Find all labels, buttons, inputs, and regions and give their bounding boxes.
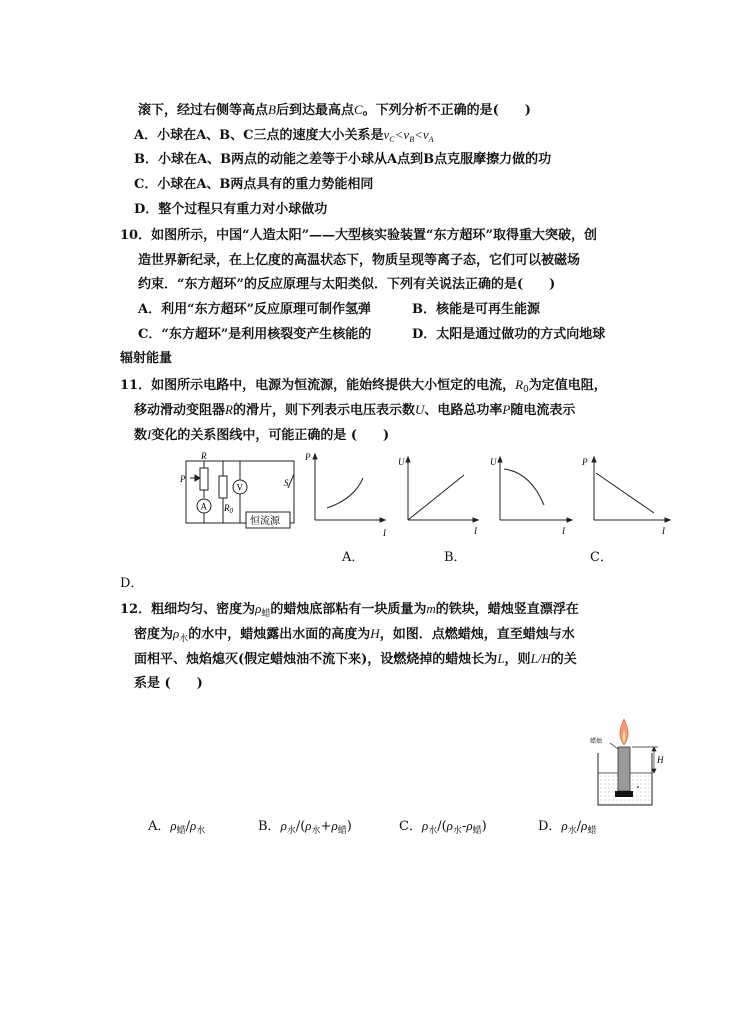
graph2-y-label: U [398,457,405,467]
q12-option-b-label: B． [258,819,281,834]
circuit-ammeter-label: A [200,501,207,512]
q10-option-a: A．利用“东方超环”反应原理可制作氢弹 [138,302,372,317]
q9-option-a [134,126,434,149]
q11-u: U [414,402,425,417]
q12-c-rho3: ρ [466,818,473,833]
q12-option-c-label: C． [399,819,422,834]
graph4-y-label: P [582,457,588,467]
q12-d-rho2: ρ [581,818,588,833]
q12-option-c: C．$\rho_水/(\rho_水-\rho_蜡)$ [399,818,487,836]
q11-p: P [502,402,511,417]
graph2-x-label: I [474,526,477,536]
q12-m: m [426,601,436,616]
q12-line1-c: 的铁块，蜡烛竖直漂浮在 [435,602,579,617]
q12-a-rho2: ρ [190,818,197,833]
graph3-y-label: U [490,457,497,467]
q12-line2 [134,625,575,648]
q12-rho: ρ [255,601,262,616]
q12-option-d: D．$\rho_水/\rho_蜡$ [538,818,597,836]
q11-option-a: A． [342,550,365,565]
q9-option-d: D．整个过程只有重力对小球做功 [134,202,328,217]
q11-line2-c: 、电路总功率 [424,403,503,418]
q12-line3-b: ，则 [504,652,531,667]
graph1-y-label: P [305,452,311,462]
q12-line3-c: 的关 [550,652,577,667]
q12-rho-sub-shui: 水 [179,634,189,644]
q10-option-b: B．核能是可再生能源 [412,302,540,317]
q12-l: L [497,651,505,666]
q12-rho-sub-la: 蜡 [261,609,271,619]
q12-c-shui1: 水 [428,826,438,836]
q11-r: R [225,402,233,417]
q11-line3-b: 变化的关系图线中，可能正确的是 ( ) [151,428,390,443]
q12-a-shui: 水 [196,826,206,836]
q12-c-rho1: ρ [421,818,429,833]
q9-option-a-text: A．小球在A、B、C三点的速度大小关系是 [134,128,384,143]
q11-line2-a: 移动滑动变阻器 [134,403,226,418]
q9-option-c: C．小球在A、B两点具有的重力势能相同 [134,177,374,192]
q11-r0: R [515,377,524,392]
q12-line3 [134,650,577,669]
q9-point-c: C [353,102,363,117]
q12-b-rho1: ρ [280,818,287,833]
q12-d-shui: 水 [567,826,577,836]
q12-line2-b: 的水中，蜡烛露出水面的高度为 [188,627,371,642]
q12-line1-b: 的蜡烛底部粘有一块质量为 [270,602,427,617]
q10-option-d-cont: 辐射能量 [120,351,173,366]
q9-option-b: B．小球在A、B两点的动能之差等于小球从A点到B点克服摩擦力做的功 [134,152,552,167]
q10-line1: 10．如图所示，中国“人造太阳”——大型核实验装置“东方超环”取得重大突破，创 [120,228,598,243]
q12-b-la: 蜡 [337,826,347,836]
q12-h: H [370,626,380,641]
figure-h-label: H [657,755,664,765]
circuit-switch-label: S [284,478,289,488]
q11-graph-2 [398,455,480,540]
figure-candle-label: 蜡烛 [590,739,603,745]
q12-c-rho2: ρ [446,818,453,833]
q11-line2-b: 的滑片，则下列表示电压表示数 [232,403,415,418]
q12-option-a-label: A． [148,819,171,834]
q11-line2 [134,401,575,420]
q12-c-la: 蜡 [472,826,482,836]
q12-b-shui2: 水 [311,826,321,836]
q12-d-la: 蜡 [587,826,597,836]
q12-d-rho1: ρ [561,818,568,833]
q10-option-d: D．太阳是通过做功的方式向地球 [412,327,606,342]
q11-line3-a: 数 [134,428,148,443]
q11-r0-sub: 0 [523,385,529,395]
q12-b-shui1: 水 [286,826,296,836]
q12-b-rho3: ρ [331,818,338,833]
q12-option-a: A．$\rho_蜡/\rho_水$ [148,818,206,836]
q10-line2: 造世界新纪录，在上亿度的高温状态下，物质呈现等离子态，它们可以被磁场 [138,253,581,268]
q11-option-b: B． [444,550,467,565]
circuit-voltmeter-label: V [236,482,243,493]
q12-rho-2: ρ [173,626,180,641]
circuit-r0-label [223,503,234,515]
q12-a-la: 蜡 [176,826,186,836]
q12-line4: 系是 ( ) [134,676,203,691]
q9-stem-line [138,101,531,120]
q11-line1-text: 11．如图所示电路中，电源为恒流源，能始终提供大小恒定的电流， [120,378,516,393]
q9-stem-text: 滚下，经过右侧等高点 [138,103,269,118]
q11-line2-d: 随电流表示 [510,403,576,418]
q12-line1-a: 12．粗细均匀、密度为 [120,602,256,617]
q11-option-c: C． [590,550,613,565]
q11-graph-3 [490,455,575,540]
q12-line3-a: 面相平、烛焰熄灭(假定蜡烛油不流下来)，设燃烧掉的蜡烛长为 [134,652,498,667]
q9-option-a-formula: $v_C<v_B<v_A$ [383,127,434,144]
q12-candle-figure [588,715,668,810]
q12-line1 [120,600,579,623]
q9-point-b: B [268,102,276,117]
q11-graph-1 [305,452,387,540]
q9-stem-end: 。下列分析不正确的是( ) [362,103,531,118]
circuit-source-label: 恒流源 [250,516,280,527]
graph1-x-label: I [383,528,386,538]
q12-option-d-label: D． [538,819,562,834]
circuit-r0-letter: R [224,503,230,513]
q12-lh: L/H [530,651,551,666]
q11-i: I [147,427,152,442]
q12-a-rho1: ρ [170,818,177,833]
q11-graph-4 [582,455,674,540]
q11-line1-end: 为定值电阻， [528,378,607,393]
q12-c-shui2: 水 [452,826,462,836]
circuit-label-r: R [201,451,207,461]
q10-option-c: C．“东方超环”是利用核裂变产生核能的 [138,327,372,342]
q12-line2-c: ，如图．点燃蜡烛，直至蜡烛与水 [379,627,575,642]
circuit-label-p: P [180,474,186,484]
q12-option-b: B．$\rho_水/(\rho_水+\rho_蜡)$ [258,818,352,836]
q11-circuit-diagram [180,452,300,537]
q12-b-rho2: ρ [305,818,312,833]
q11-option-d: D． [120,576,144,591]
q9-stem-mid: 后到达最高点 [275,103,354,118]
graph3-x-label: I [562,526,565,536]
graph4-x-label: I [662,526,665,536]
q12-line2-a: 密度为 [134,627,174,642]
q11-line3 [134,426,389,445]
circuit-r0-sub: 0 [229,507,233,515]
q10-line3: 约束．“东方超环”的反应原理与太阳类似．下列有关说法正确的是( ) [138,277,556,292]
q11-line1 [120,376,607,399]
